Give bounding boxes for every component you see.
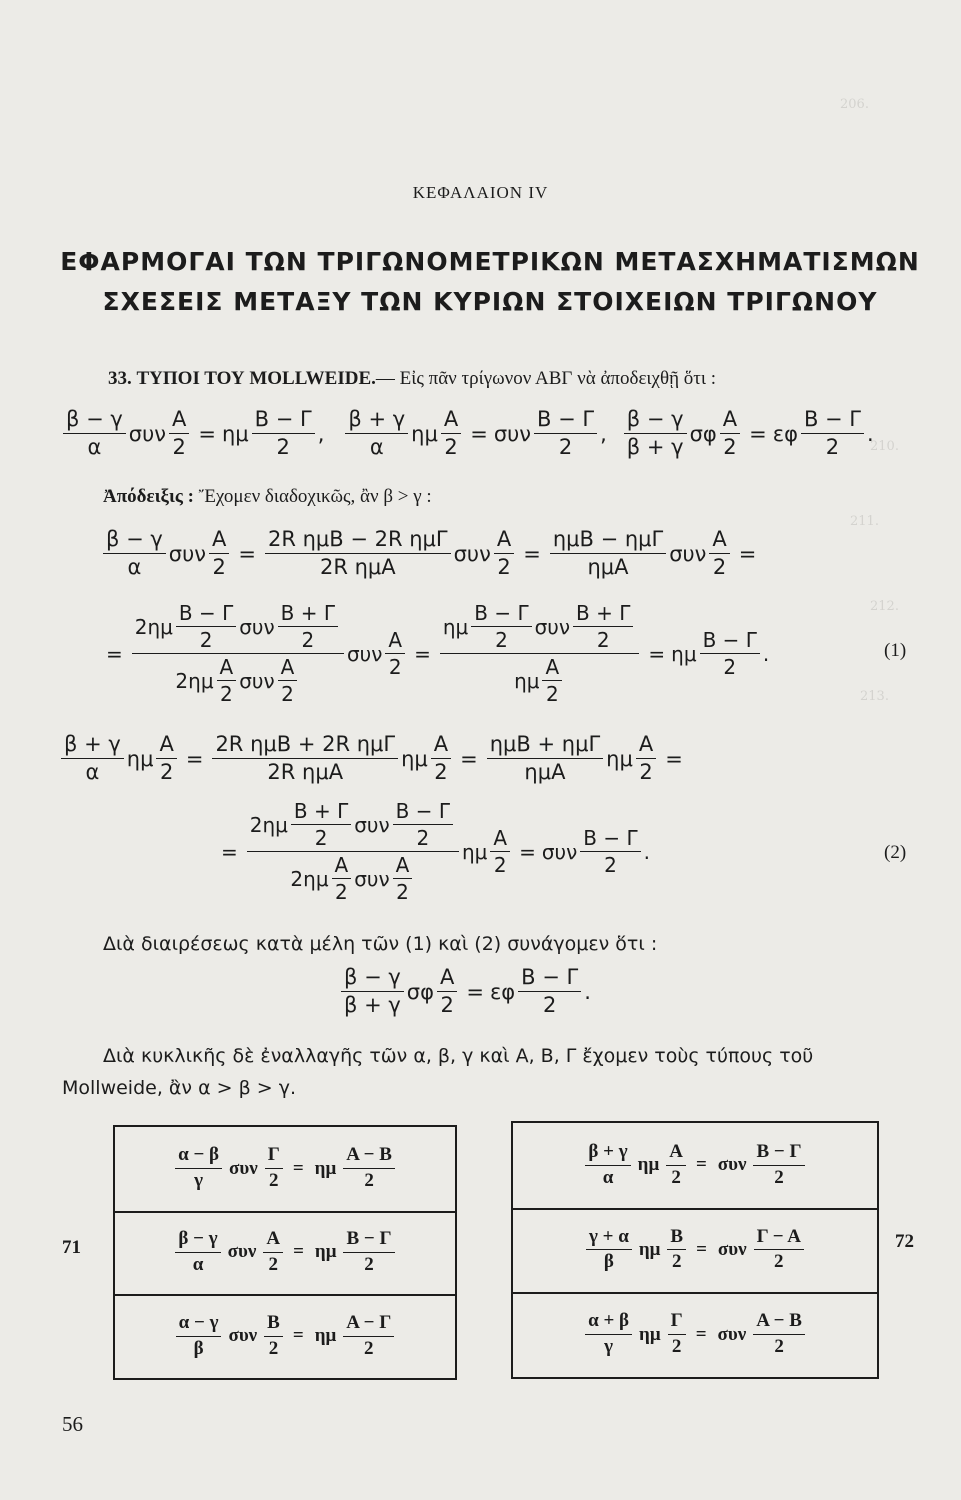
mollweide-box-left bbox=[113, 1125, 457, 1380]
function-name: ημ bbox=[314, 1157, 337, 1179]
bleed-through-text: 213. bbox=[860, 689, 889, 704]
half-angle-difference: $\frac{A - \Gamma}{2}$ bbox=[343, 1313, 394, 1360]
derivation-equation-1: = 2ημ $\frac{B - \Gamma}{2}$ συν $\frac{B + \Gamma}{2}$ 2ημ $\frac{A}{2}$ συν $\frac{A}{2}$ συν $\frac{A}{2}$ = ημ $\frac{B - \Gamma}{2}$ συν $\frac{B + \Gamma}{2}$ ημ $\frac{A}{2}$ = ημ $\frac{B - \Gamma}{2}$ . bbox=[106, 601, 770, 706]
chapter-title-line-1: ΕΦΑΡΜΟΓΑΙ ΤΩΝ ΤΡΙΓΩΝΟΜΕΤΡΙΚΩΝ ΜΕΤΑΣΧΗΜΑΤΙΣΜΩΝ bbox=[60, 247, 920, 276]
box-number-left: 71 bbox=[62, 1237, 81, 1258]
side-ratio: $\frac{\alpha - \beta}{\gamma}$ bbox=[175, 1145, 222, 1192]
function-name: ημ bbox=[639, 1323, 661, 1345]
half-angle-difference: $\frac{A - B}{2}$ bbox=[753, 1311, 805, 1358]
section-heading bbox=[108, 368, 716, 390]
bleed-through-text: 210. bbox=[870, 439, 899, 454]
half-angle-difference: $\frac{\Gamma - A}{2}$ bbox=[754, 1227, 804, 1274]
formula-box-row: $\frac{\beta + \gamma}{\alpha}$ ημ $\frac{A}{2}$ = συν $\frac{B - \Gamma}{2}$ bbox=[513, 1123, 877, 1210]
cyclic-text-line-2: Mollweide, ἂν α > β > γ. bbox=[62, 1077, 297, 1099]
half-angle: $\frac{\Gamma}{2}$ bbox=[265, 1145, 283, 1192]
side-ratio: $\frac{\gamma + \alpha}{\beta}$ bbox=[586, 1227, 632, 1274]
fraction: $\frac{A}{2}$ bbox=[169, 408, 189, 459]
chapter-title-line-2: ΣΧΕΣΕΙΣ ΜΕΤΑΞΥ ΤΩΝ ΚΥΡΙΩΝ ΣΤΟΙΧΕΙΩΝ ΤΡΙΓΩΝΟΥ bbox=[102, 287, 878, 316]
derivation-line-1: $\frac{\beta - \gamma}{\alpha}$ συν $\frac{A}{2}$ = $\frac{\text{2R ημΒ − 2R ημΓ}}{\text{2R ημΑ}}$ συν $\frac{A}{2}$ = $\frac{\text{ημΒ − ημΓ}}{\text{ημΑ}}$ συν $\frac{A}{2}$ = bbox=[100, 528, 762, 579]
side-ratio: $\frac{\alpha + \beta}{\gamma}$ bbox=[585, 1311, 632, 1358]
derivation-equation-2: = 2ημ $\frac{B + \Gamma}{2}$ συν $\frac{B - \Gamma}{2}$ 2ημ $\frac{A}{2}$ συν $\frac{A}{2}$ ημ $\frac{A}{2}$ = συν $\frac{B - \Gamma}{2}$ . bbox=[221, 799, 650, 904]
formula-box-row: $\frac{\beta - \gamma}{\alpha}$ συν $\frac{A}{2}$ = ημ $\frac{B - \Gamma}{2}$ bbox=[115, 1211, 455, 1297]
bleed-through-text: 212. bbox=[870, 599, 899, 614]
fraction: $\frac{\beta + \gamma}{\alpha}$ bbox=[345, 408, 408, 459]
fraction: $\frac{B - \Gamma}{2}$ bbox=[252, 408, 315, 459]
formula-box-row: $\frac{\alpha + \beta}{\gamma}$ ημ $\frac{\Gamma}{2}$ = συν $\frac{A - B}{2}$ bbox=[513, 1292, 877, 1377]
half-angle: $\frac{\Gamma}{2}$ bbox=[668, 1311, 686, 1358]
formula-box-row: $\frac{\alpha - \gamma}{\beta}$ συν $\frac{B}{2}$ = ημ $\frac{A - \Gamma}{2}$ bbox=[115, 1294, 455, 1378]
formula-box-row: $\frac{\gamma + \alpha}{\beta}$ ημ $\frac{B}{2}$ = συν $\frac{\Gamma - A}{2}$ bbox=[513, 1208, 877, 1295]
equation-number-1: (1) bbox=[884, 640, 907, 661]
function-name: συν bbox=[717, 1238, 747, 1260]
half-angle-difference: $\frac{B - \Gamma}{2}$ bbox=[753, 1142, 804, 1189]
side-ratio: $\frac{\beta + \gamma}{\alpha}$ bbox=[585, 1142, 630, 1189]
mollweide-statement-formulas: $\frac{\beta - \gamma}{\alpha}$ συν $\frac{A}{2}$ = ημ $\frac{B - \Gamma}{2}$ , $\frac{\beta + \gamma}{\alpha}$ ημ $\frac{A}{2}$ = συν $\frac{B - \Gamma}{2}$ , $\frac{\beta - \gamma}{\beta + \gamma}$ σφ $\frac{A}{2}$ = εφ $\frac{B - \Gamma}{2}$ . bbox=[60, 408, 874, 459]
cyclic-text-line-1: Διὰ κυκλικῆς δὲ ἐναλλαγῆς τῶν α, β, γ καὶ Α, Β, Γ ἔχομεν τοὺς τύπους τοῦ bbox=[103, 1045, 814, 1067]
fraction: $\frac{B - \Gamma}{2}$ bbox=[534, 408, 597, 459]
page-number: 56 bbox=[62, 1412, 83, 1436]
bleed-through-text: 211. bbox=[850, 514, 879, 529]
half-angle-difference: $\frac{A - B}{2}$ bbox=[343, 1145, 395, 1192]
function-name: ημ bbox=[638, 1238, 661, 1260]
fraction: $\frac{\beta - \gamma}{\alpha}$ bbox=[63, 408, 126, 459]
box-number-right: 72 bbox=[895, 1231, 914, 1252]
function-name: ημ bbox=[314, 1325, 337, 1347]
half-angle: $\frac{B}{2}$ bbox=[264, 1313, 283, 1360]
function-name: συν bbox=[228, 1325, 258, 1347]
side-ratio: $\frac{\beta - \gamma}{\alpha}$ bbox=[175, 1229, 220, 1276]
derivation-line-3: $\frac{\beta + \gamma}{\alpha}$ ημ $\frac{A}{2}$ = $\frac{\text{2R ημΒ + 2R ημΓ}}{\text{2R ημΑ}}$ ημ $\frac{A}{2}$ = $\frac{\text{ημΒ + ημΓ}}{\text{ημΑ}}$ ημ $\frac{A}{2}$ = bbox=[58, 733, 689, 784]
function-name: συν bbox=[227, 1241, 257, 1263]
proof-intro bbox=[103, 486, 432, 508]
section-title: ΤΥΠΟΙ ΤΟΥ MOLLWEIDE. bbox=[136, 368, 376, 389]
equation-number-2: (2) bbox=[884, 842, 907, 863]
mollweide-box-right bbox=[511, 1121, 879, 1379]
half-angle: $\frac{B}{2}$ bbox=[667, 1227, 686, 1274]
fraction: $\frac{B - \Gamma}{2}$ bbox=[801, 408, 864, 459]
side-ratio: $\frac{\alpha - \gamma}{\beta}$ bbox=[176, 1313, 222, 1360]
bleed-through-text: 206. bbox=[840, 97, 869, 112]
proof-text: Ἔχομεν διαδοχικῶς, ἂν β > γ : bbox=[198, 486, 432, 507]
function-name: συν bbox=[717, 1154, 747, 1176]
fraction: $\frac{\beta - \gamma}{\beta + \gamma}$ bbox=[624, 408, 687, 459]
proof-label: Ἀπόδειξις : bbox=[103, 486, 194, 507]
function-name: ημ bbox=[314, 1241, 337, 1263]
section-statement: — Εἰς πᾶν τρίγωνον ΑΒΓ νὰ ἀποδειχθῇ ὅτι : bbox=[375, 368, 717, 389]
tangent-rule-formula: $\frac{\beta - \gamma}{\beta + \gamma}$ σφ $\frac{A}{2}$ = εφ $\frac{B - \Gamma}{2}$ . bbox=[338, 966, 591, 1017]
chapter-heading: ΚΕΦΑΛΑΙΟΝ IV bbox=[412, 183, 549, 202]
half-angle: $\frac{A}{2}$ bbox=[666, 1142, 686, 1189]
function-name: ημ bbox=[637, 1154, 660, 1176]
function-name: συν bbox=[717, 1323, 747, 1345]
half-angle-difference: $\frac{B - \Gamma}{2}$ bbox=[343, 1229, 394, 1276]
function-name: συν bbox=[229, 1157, 258, 1179]
fraction: $\frac{A}{2}$ bbox=[720, 408, 740, 459]
formula-box-row: $\frac{\alpha - \beta}{\gamma}$ συν $\frac{\Gamma}{2}$ = ημ $\frac{A - B}{2}$ bbox=[115, 1127, 455, 1213]
section-number: 33. bbox=[108, 368, 132, 389]
fraction: $\frac{A}{2}$ bbox=[441, 408, 461, 459]
half-angle: $\frac{A}{2}$ bbox=[263, 1229, 283, 1276]
division-text: Διὰ διαιρέσεως κατὰ μέλη τῶν (1) καὶ (2) συνάγομεν ὅτι : bbox=[103, 933, 658, 955]
